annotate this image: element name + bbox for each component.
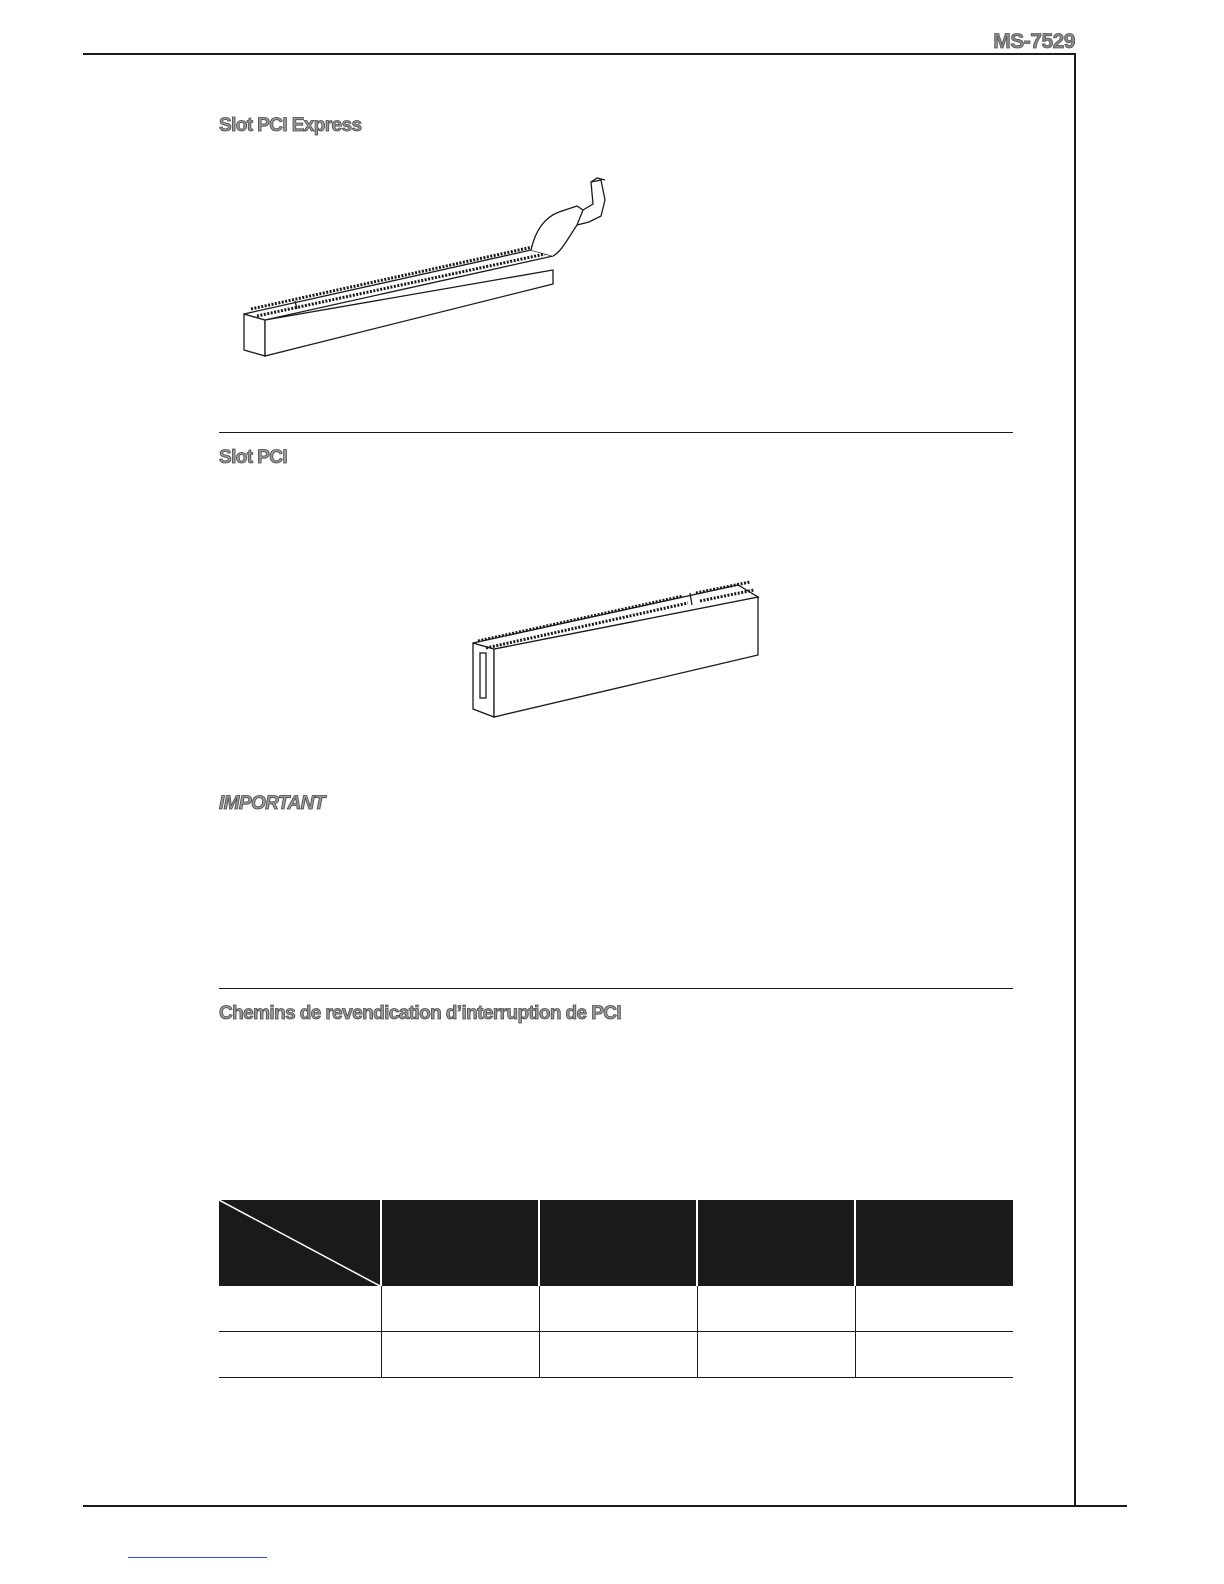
important-heading: IMPORTANT — [219, 793, 325, 814]
table-header-cell — [697, 1200, 855, 1286]
irq-routing-heading: Chemins de revendication d’interruption de PCI — [219, 1003, 622, 1024]
table-header-row — [219, 1200, 1013, 1286]
table-cell — [381, 1286, 539, 1332]
footer-rule — [83, 1505, 1127, 1507]
model-number: MS-7529 — [993, 30, 1075, 53]
table-cell — [539, 1286, 697, 1332]
table-cell — [697, 1332, 855, 1378]
table-header-cell — [539, 1200, 697, 1286]
pcie-slot-heading: Slot PCI Express — [219, 115, 362, 136]
table-cell — [697, 1286, 855, 1332]
table-corner-cell — [219, 1200, 381, 1286]
table-row — [219, 1286, 1013, 1332]
table-cell — [855, 1332, 1013, 1378]
table-cell — [219, 1332, 381, 1378]
right-margin-rule — [1074, 53, 1076, 1506]
table-cell — [381, 1332, 539, 1378]
table-cell — [855, 1286, 1013, 1332]
irq-routing-table — [219, 1200, 1013, 1378]
table-header-cell — [381, 1200, 539, 1286]
table-header-cell — [855, 1200, 1013, 1286]
footer-link-underline[interactable] — [128, 1557, 267, 1558]
header-rule — [83, 53, 1076, 55]
section-divider-2 — [219, 988, 1013, 989]
table-cell — [219, 1286, 381, 1332]
pci-slot-heading: Slot PCI — [219, 447, 288, 468]
table-row — [219, 1332, 1013, 1378]
section-divider-1 — [219, 432, 1013, 433]
diagonal-divider — [219, 1200, 380, 1286]
pci-slot-illustration — [468, 575, 763, 720]
pcie-slot-illustration — [235, 170, 655, 365]
table-cell — [539, 1332, 697, 1378]
